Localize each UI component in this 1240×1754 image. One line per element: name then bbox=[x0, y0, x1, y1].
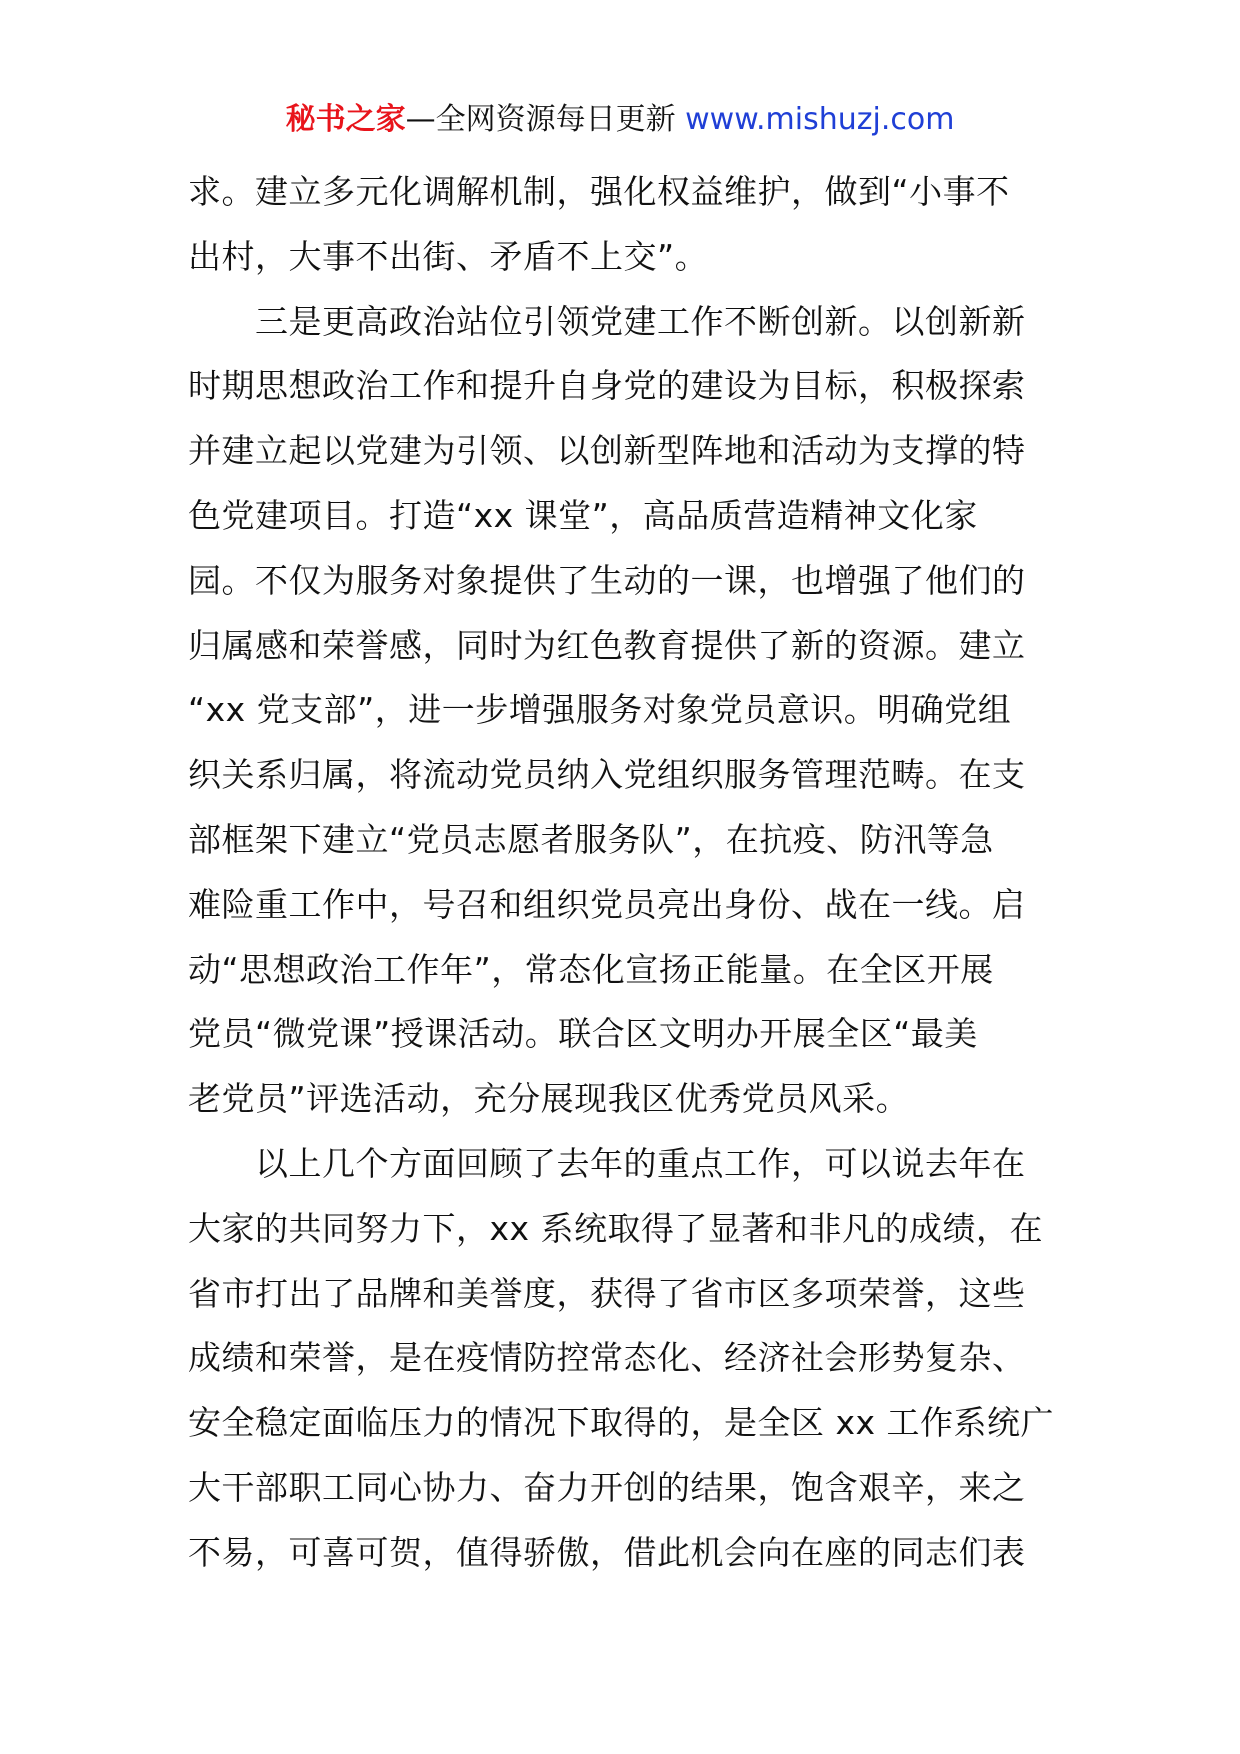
text-line: 大干部职工同心协力、奋力开创的结果，饱含艰辛，来之 bbox=[188, 1467, 1026, 1507]
header-tagline: —全网资源每日更新 bbox=[405, 102, 676, 137]
text-line: 部框架下建立“党员志愿者服务队”，在抗疫、防汛等急 bbox=[188, 819, 994, 859]
text-line: 不易，可喜可贺，值得骄傲，借此机会向在座的同志们表 bbox=[188, 1532, 1026, 1572]
text-line: 大家的共同努力下，xx 系统取得了显著和非凡的成绩，在 bbox=[188, 1208, 1044, 1248]
text-line: 出村，大事不出街、矛盾不上交”。 bbox=[188, 236, 709, 276]
text-line: 求。建立多元化调解机制，强化权益维护，做到“小事不 bbox=[188, 172, 1010, 211]
text-line: 安全稳定面临压力的情况下取得的，是全区 xx 工作系统广 bbox=[188, 1403, 1055, 1443]
paragraph-start-line: 三是更高政治站位引领党建工作不断创新。以创新新 bbox=[255, 301, 1026, 341]
text-line: 织关系归属，将流动党员纳入党组织服务管理范畴。在支 bbox=[188, 755, 1026, 795]
text-line: 并建立起以党建为引领、以创新型阵地和活动为支撑的特 bbox=[188, 431, 1026, 471]
page-header bbox=[0, 100, 1240, 140]
text-line: 时期思想政治工作和提升自身党的建设为目标，积极探索 bbox=[188, 366, 1026, 406]
text-line: 省市打出了品牌和美誉度，获得了省市区多项荣誉，这些 bbox=[188, 1273, 1026, 1313]
text-line: 色党建项目。打造“xx 课堂”，高品质营造精神文化家 bbox=[188, 495, 978, 535]
document-body bbox=[188, 160, 1058, 1586]
text-line: 老党员”评选活动，充分展现我区优秀党员风采。 bbox=[188, 1079, 910, 1119]
brand-name: 秘书之家 bbox=[285, 102, 406, 137]
text-line: 难险重工作中，号召和组织党员亮出身份、战在一线。启 bbox=[188, 884, 1026, 924]
text-line: 党员“微党课”授课活动。联合区文明办开展全区“最美 bbox=[188, 1014, 978, 1054]
text-line: “xx 党支部”，进一步增强服务对象党员意识。明确党组 bbox=[188, 690, 1012, 730]
paragraph-start-line: 以上几个方面回顾了去年的重点工作，可以说去年在 bbox=[255, 1143, 1026, 1183]
text-line: 动“思想政治工作年”，常态化宣扬正能量。在全区开展 bbox=[188, 949, 994, 989]
text-line: 成绩和荣誉，是在疫情防控常态化、经济社会形势复杂、 bbox=[188, 1338, 1026, 1378]
text-line: 归属感和荣誉感，同时为红色教育提供了新的资源。建立 bbox=[188, 625, 1026, 665]
site-url[interactable]: www.mishuzj.com bbox=[685, 102, 955, 137]
text-line: 园。不仅为服务对象提供了生动的一课，也增强了他们的 bbox=[188, 560, 1026, 600]
